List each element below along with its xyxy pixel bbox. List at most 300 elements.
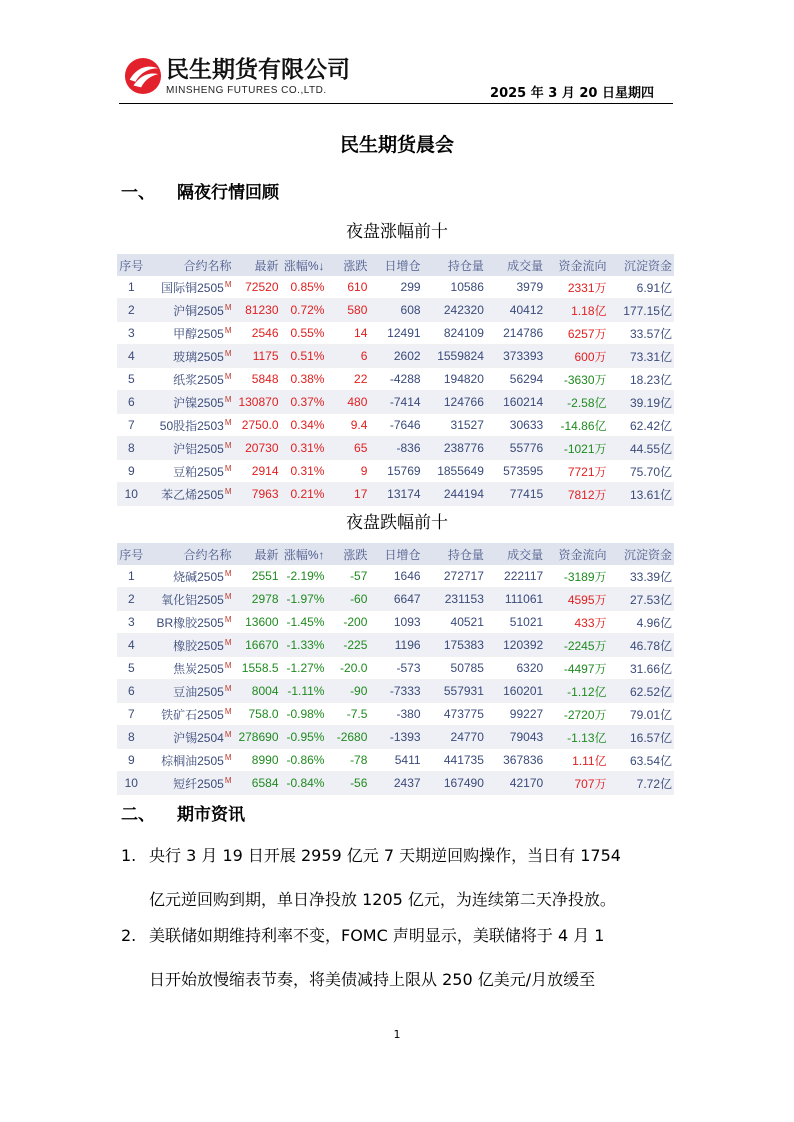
cell-settled-capital: 7.72亿 bbox=[609, 772, 674, 795]
report-date: 2025 年 3 月 20 日星期四 bbox=[490, 86, 654, 101]
cell-contract-name bbox=[146, 611, 234, 634]
cell-open-interest: 1855649 bbox=[423, 460, 486, 483]
cell-volume: 160201 bbox=[486, 680, 545, 703]
column-header-fund-flow: 资金流向 bbox=[545, 254, 608, 276]
cell-fund-flow: 600万 bbox=[545, 345, 608, 368]
cell-oi-change: 12491 bbox=[369, 322, 422, 345]
cell-row-index: 6 bbox=[117, 391, 146, 414]
contract-name-text: 苯乙烯2505 bbox=[161, 487, 224, 502]
cell-volume: 573595 bbox=[486, 460, 545, 483]
cell-open-interest: 10586 bbox=[423, 276, 486, 299]
cell-row-index: 3 bbox=[117, 611, 146, 634]
cell-contract-name bbox=[146, 391, 234, 414]
contract-name-text: 棕榈油2505 bbox=[161, 753, 224, 768]
cell-fund-flow: -2.58亿 bbox=[545, 391, 608, 414]
column-header-settled-capital: 沉淀资金 bbox=[609, 543, 674, 565]
cell-last-price: 5848 bbox=[234, 368, 281, 391]
cell-row-index: 7 bbox=[117, 414, 146, 437]
cell-last-price: 1558.5 bbox=[234, 657, 281, 680]
cell-change: 14 bbox=[326, 322, 369, 345]
main-contract-flag: M bbox=[224, 775, 232, 785]
cell-volume: 222117 bbox=[486, 565, 545, 588]
cell-oi-change: 299 bbox=[369, 276, 422, 299]
cell-oi-change: 15769 bbox=[369, 460, 422, 483]
cell-change-percent: 0.31% bbox=[281, 437, 327, 460]
cell-fund-flow: -4497万 bbox=[545, 657, 608, 680]
cell-change: -57 bbox=[326, 565, 369, 588]
cell-fund-flow: -14.86亿 bbox=[545, 414, 608, 437]
column-header-change: 涨跌 bbox=[326, 254, 369, 276]
cell-volume: 42170 bbox=[486, 772, 545, 795]
contract-name-text: 沪铜2505 bbox=[173, 303, 224, 318]
cell-volume: 3979 bbox=[486, 276, 545, 299]
cell-change-percent: -0.95% bbox=[281, 726, 327, 749]
cell-open-interest: 167490 bbox=[423, 772, 486, 795]
main-contract-flag: M bbox=[224, 417, 232, 427]
main-contract-flag: M bbox=[224, 706, 232, 716]
column-header-row-index: 序号 bbox=[117, 543, 146, 565]
news-line: 亿元逆回购到期，单日净投放 1205 亿元，为连续第二天净投放。 bbox=[149, 890, 616, 909]
cell-oi-change: -380 bbox=[369, 703, 422, 726]
column-header-change-percent: 涨幅%↓ bbox=[281, 254, 327, 276]
cell-volume: 77415 bbox=[486, 483, 545, 506]
document-title: 民生期货晨会 bbox=[339, 134, 454, 156]
table-row bbox=[117, 437, 674, 460]
cell-settled-capital: 18.23亿 bbox=[609, 368, 674, 391]
main-contract-flag: M bbox=[224, 486, 232, 496]
cell-oi-change: 2437 bbox=[369, 772, 422, 795]
cell-volume: 99227 bbox=[486, 703, 545, 726]
column-header-row-index: 序号 bbox=[117, 254, 146, 276]
column-header-change-percent: 涨幅%↑ bbox=[281, 543, 327, 565]
cell-row-index: 4 bbox=[117, 345, 146, 368]
cell-row-index: 1 bbox=[117, 276, 146, 299]
cell-change: 65 bbox=[326, 437, 369, 460]
cell-volume: 55776 bbox=[486, 437, 545, 460]
column-header-oi-change: 日增仓 bbox=[369, 254, 422, 276]
cell-fund-flow: -3189万 bbox=[545, 565, 608, 588]
section-number: 一、 bbox=[121, 183, 155, 203]
cell-settled-capital: 27.53亿 bbox=[609, 588, 674, 611]
cell-change-percent: -0.98% bbox=[281, 703, 327, 726]
cell-change-percent: 0.37% bbox=[281, 391, 327, 414]
cell-settled-capital: 62.52亿 bbox=[609, 680, 674, 703]
cell-open-interest: 175383 bbox=[423, 634, 486, 657]
cell-settled-capital: 33.39亿 bbox=[609, 565, 674, 588]
cell-row-index: 8 bbox=[117, 726, 146, 749]
night-gainers-table bbox=[117, 254, 674, 506]
contract-name-text: BR橡胶2505 bbox=[156, 615, 224, 630]
cell-contract-name bbox=[146, 345, 234, 368]
main-contract-flag: M bbox=[224, 752, 232, 762]
cell-last-price: 2546 bbox=[234, 322, 281, 345]
news-item bbox=[121, 914, 681, 1002]
cell-row-index: 5 bbox=[117, 368, 146, 391]
cell-change-percent: -2.19% bbox=[281, 565, 327, 588]
section-heading-review bbox=[121, 178, 279, 203]
cell-contract-name bbox=[146, 703, 234, 726]
cell-last-price: 81230 bbox=[234, 299, 281, 322]
cell-settled-capital: 16.57亿 bbox=[609, 726, 674, 749]
contract-name-text: 甲醇2505 bbox=[173, 326, 224, 341]
cell-volume: 79043 bbox=[486, 726, 545, 749]
cell-change: -20.0 bbox=[326, 657, 369, 680]
contract-name-text: 50股指2503 bbox=[159, 418, 224, 433]
cell-change: 6 bbox=[326, 345, 369, 368]
cell-volume: 160214 bbox=[486, 391, 545, 414]
company-name-cn: 民生期货有限公司 bbox=[166, 57, 350, 83]
cell-settled-capital: 177.15亿 bbox=[609, 299, 674, 322]
section-title: 期市资讯 bbox=[177, 805, 245, 825]
cell-oi-change: -7333 bbox=[369, 680, 422, 703]
cell-last-price: 20730 bbox=[234, 437, 281, 460]
contract-name-text: 沪锡2504 bbox=[173, 730, 224, 745]
column-header-oi-change: 日增仓 bbox=[369, 543, 422, 565]
cell-change-percent: -1.27% bbox=[281, 657, 327, 680]
contract-name-text: 国际铜2505 bbox=[161, 280, 224, 295]
contract-name-text: 氧化铝2505 bbox=[161, 592, 224, 607]
cell-volume: 56294 bbox=[486, 368, 545, 391]
main-contract-flag: M bbox=[224, 463, 232, 473]
cell-change-percent: 0.21% bbox=[281, 483, 327, 506]
cell-last-price: 8004 bbox=[234, 680, 281, 703]
column-header-settled-capital: 沉淀资金 bbox=[609, 254, 674, 276]
cell-settled-capital: 79.01亿 bbox=[609, 703, 674, 726]
main-contract-flag: M bbox=[224, 348, 232, 358]
cell-fund-flow: -2245万 bbox=[545, 634, 608, 657]
cell-settled-capital: 39.19亿 bbox=[609, 391, 674, 414]
company-name-en: MINSHENG FUTURES CO.,LTD. bbox=[166, 85, 327, 96]
cell-open-interest: 824109 bbox=[423, 322, 486, 345]
cell-last-price: 8990 bbox=[234, 749, 281, 772]
cell-settled-capital: 33.57亿 bbox=[609, 322, 674, 345]
column-header-volume: 成交量 bbox=[486, 543, 545, 565]
cell-fund-flow: 707万 bbox=[545, 772, 608, 795]
cell-oi-change: -4288 bbox=[369, 368, 422, 391]
cell-open-interest: 272717 bbox=[423, 565, 486, 588]
column-header-last-price: 最新 bbox=[234, 543, 281, 565]
cell-open-interest: 231153 bbox=[423, 588, 486, 611]
table-row bbox=[117, 565, 674, 588]
cell-change: 480 bbox=[326, 391, 369, 414]
cell-volume: 120392 bbox=[486, 634, 545, 657]
news-item bbox=[121, 834, 681, 922]
cell-oi-change: -1393 bbox=[369, 726, 422, 749]
cell-contract-name bbox=[146, 437, 234, 460]
table-row bbox=[117, 680, 674, 703]
cell-volume: 51021 bbox=[486, 611, 545, 634]
cell-fund-flow: 4595万 bbox=[545, 588, 608, 611]
table-caption-losers: 夜盘跌幅前十 bbox=[346, 513, 448, 533]
cell-fund-flow: -1021万 bbox=[545, 437, 608, 460]
table-row bbox=[117, 368, 674, 391]
cell-settled-capital: 46.78亿 bbox=[609, 634, 674, 657]
cell-change: -225 bbox=[326, 634, 369, 657]
cell-change: -90 bbox=[326, 680, 369, 703]
contract-name-text: 橡胶2505 bbox=[173, 638, 224, 653]
contract-name-text: 焦炭2505 bbox=[173, 661, 224, 676]
cell-change: 580 bbox=[326, 299, 369, 322]
cell-volume: 111061 bbox=[486, 588, 545, 611]
cell-contract-name bbox=[146, 322, 234, 345]
cell-contract-name bbox=[146, 634, 234, 657]
cell-fund-flow: 2331万 bbox=[545, 276, 608, 299]
contract-name-text: 沪镍2505 bbox=[173, 395, 224, 410]
cell-contract-name bbox=[146, 726, 234, 749]
cell-oi-change: 608 bbox=[369, 299, 422, 322]
cell-last-price: 6584 bbox=[234, 772, 281, 795]
table-row bbox=[117, 460, 674, 483]
table-row bbox=[117, 414, 674, 437]
cell-change-percent: -1.33% bbox=[281, 634, 327, 657]
cell-fund-flow: -3630万 bbox=[545, 368, 608, 391]
cell-change-percent: 0.34% bbox=[281, 414, 327, 437]
main-contract-flag: M bbox=[224, 394, 232, 404]
cell-change: 17 bbox=[326, 483, 369, 506]
column-header-open-interest: 持仓量 bbox=[423, 543, 486, 565]
cell-change-percent: -0.86% bbox=[281, 749, 327, 772]
contract-name-text: 纸浆2505 bbox=[173, 372, 224, 387]
main-contract-flag: M bbox=[224, 325, 232, 335]
cell-change: -78 bbox=[326, 749, 369, 772]
cell-fund-flow: 7812万 bbox=[545, 483, 608, 506]
cell-open-interest: 50785 bbox=[423, 657, 486, 680]
main-contract-flag: M bbox=[224, 683, 232, 693]
cell-open-interest: 441735 bbox=[423, 749, 486, 772]
cell-oi-change: -573 bbox=[369, 657, 422, 680]
cell-change-percent: -1.11% bbox=[281, 680, 327, 703]
cell-settled-capital: 4.96亿 bbox=[609, 611, 674, 634]
cell-last-price: 2750.0 bbox=[234, 414, 281, 437]
cell-change-percent: 0.55% bbox=[281, 322, 327, 345]
main-contract-flag: M bbox=[224, 729, 232, 739]
cell-contract-name bbox=[146, 588, 234, 611]
cell-volume: 40412 bbox=[486, 299, 545, 322]
cell-oi-change: -836 bbox=[369, 437, 422, 460]
news-number: 2. bbox=[121, 926, 137, 945]
cell-contract-name bbox=[146, 483, 234, 506]
cell-volume: 214786 bbox=[486, 322, 545, 345]
cell-change-percent: 0.85% bbox=[281, 276, 327, 299]
contract-name-text: 玻璃2505 bbox=[173, 349, 224, 364]
main-contract-flag: M bbox=[224, 568, 232, 578]
table-row bbox=[117, 588, 674, 611]
cell-change-percent: -1.97% bbox=[281, 588, 327, 611]
cell-fund-flow: -1.12亿 bbox=[545, 680, 608, 703]
cell-contract-name bbox=[146, 368, 234, 391]
column-header-contract-name: 合约名称 bbox=[146, 543, 234, 565]
table-row bbox=[117, 391, 674, 414]
cell-settled-capital: 6.91亿 bbox=[609, 276, 674, 299]
table-row bbox=[117, 299, 674, 322]
cell-fund-flow: 6257万 bbox=[545, 322, 608, 345]
header-divider bbox=[119, 103, 673, 104]
cell-open-interest: 194820 bbox=[423, 368, 486, 391]
cell-change: 9 bbox=[326, 460, 369, 483]
cell-fund-flow: 1.18亿 bbox=[545, 299, 608, 322]
table-row bbox=[117, 611, 674, 634]
cell-open-interest: 244194 bbox=[423, 483, 486, 506]
table-row bbox=[117, 634, 674, 657]
cell-contract-name bbox=[146, 414, 234, 437]
cell-open-interest: 31527 bbox=[423, 414, 486, 437]
cell-fund-flow: 7721万 bbox=[545, 460, 608, 483]
cell-contract-name bbox=[146, 299, 234, 322]
cell-last-price: 2978 bbox=[234, 588, 281, 611]
cell-row-index: 1 bbox=[117, 565, 146, 588]
cell-change-percent: 0.72% bbox=[281, 299, 327, 322]
table-row bbox=[117, 345, 674, 368]
cell-volume: 367836 bbox=[486, 749, 545, 772]
cell-last-price: 1175 bbox=[234, 345, 281, 368]
contract-name-text: 豆粕2505 bbox=[173, 464, 224, 479]
cell-open-interest: 124766 bbox=[423, 391, 486, 414]
cell-row-index: 6 bbox=[117, 680, 146, 703]
cell-last-price: 2914 bbox=[234, 460, 281, 483]
news-line: 日开始放慢缩表节奏，将美债减持上限从 250 亿美元/月放缓至 bbox=[149, 970, 596, 989]
cell-oi-change: 1093 bbox=[369, 611, 422, 634]
main-contract-flag: M bbox=[224, 302, 232, 312]
main-contract-flag: M bbox=[224, 591, 232, 601]
cell-contract-name bbox=[146, 772, 234, 795]
cell-open-interest: 557931 bbox=[423, 680, 486, 703]
cell-fund-flow: 1.11亿 bbox=[545, 749, 608, 772]
cell-fund-flow: -1.13亿 bbox=[545, 726, 608, 749]
cell-settled-capital: 75.70亿 bbox=[609, 460, 674, 483]
cell-row-index: 3 bbox=[117, 322, 146, 345]
table-row bbox=[117, 726, 674, 749]
cell-volume: 30633 bbox=[486, 414, 545, 437]
cell-change: -2680 bbox=[326, 726, 369, 749]
table-row bbox=[117, 703, 674, 726]
cell-oi-change: 6647 bbox=[369, 588, 422, 611]
table-row bbox=[117, 483, 674, 506]
cell-last-price: 16670 bbox=[234, 634, 281, 657]
cell-contract-name bbox=[146, 460, 234, 483]
cell-oi-change: 2602 bbox=[369, 345, 422, 368]
cell-contract-name bbox=[146, 749, 234, 772]
cell-last-price: 13600 bbox=[234, 611, 281, 634]
cell-open-interest: 1559824 bbox=[423, 345, 486, 368]
cell-change-percent: 0.31% bbox=[281, 460, 327, 483]
cell-open-interest: 24770 bbox=[423, 726, 486, 749]
page-number: 1 bbox=[393, 1028, 401, 1041]
table-row bbox=[117, 276, 674, 299]
cell-contract-name bbox=[146, 276, 234, 299]
cell-row-index: 9 bbox=[117, 749, 146, 772]
cell-contract-name bbox=[146, 680, 234, 703]
cell-row-index: 10 bbox=[117, 772, 146, 795]
main-contract-flag: M bbox=[224, 279, 232, 289]
news-line: 央行 3 月 19 日开展 2959 亿元 7 天期逆回购操作，当日有 1754 bbox=[149, 846, 621, 865]
contract-name-text: 沪铝2505 bbox=[173, 441, 224, 456]
contract-name-text: 短纤2505 bbox=[173, 776, 224, 791]
cell-open-interest: 238776 bbox=[423, 437, 486, 460]
cell-open-interest: 40521 bbox=[423, 611, 486, 634]
main-contract-flag: M bbox=[224, 371, 232, 381]
cell-row-index: 10 bbox=[117, 483, 146, 506]
main-contract-flag: M bbox=[224, 660, 232, 670]
cell-contract-name bbox=[146, 565, 234, 588]
cell-change-percent: 0.38% bbox=[281, 368, 327, 391]
cell-row-index: 4 bbox=[117, 634, 146, 657]
cell-volume: 373393 bbox=[486, 345, 545, 368]
cell-settled-capital: 63.54亿 bbox=[609, 749, 674, 772]
cell-change: 9.4 bbox=[326, 414, 369, 437]
cell-settled-capital: 73.31亿 bbox=[609, 345, 674, 368]
cell-change: 610 bbox=[326, 276, 369, 299]
column-header-contract-name: 合约名称 bbox=[146, 254, 234, 276]
cell-row-index: 2 bbox=[117, 299, 146, 322]
cell-row-index: 8 bbox=[117, 437, 146, 460]
cell-settled-capital: 44.55亿 bbox=[609, 437, 674, 460]
table-row bbox=[117, 749, 674, 772]
table-header-row bbox=[117, 254, 674, 276]
cell-row-index: 7 bbox=[117, 703, 146, 726]
cell-last-price: 2551 bbox=[234, 565, 281, 588]
column-header-last-price: 最新 bbox=[234, 254, 281, 276]
cell-last-price: 72520 bbox=[234, 276, 281, 299]
cell-oi-change: 13174 bbox=[369, 483, 422, 506]
cell-row-index: 5 bbox=[117, 657, 146, 680]
cell-change: 22 bbox=[326, 368, 369, 391]
cell-oi-change: 5411 bbox=[369, 749, 422, 772]
contract-name-text: 铁矿石2505 bbox=[161, 707, 224, 722]
table-row bbox=[117, 322, 674, 345]
cell-row-index: 9 bbox=[117, 460, 146, 483]
column-header-change: 涨跌 bbox=[326, 543, 369, 565]
cell-contract-name bbox=[146, 657, 234, 680]
news-number: 1. bbox=[121, 846, 137, 865]
main-contract-flag: M bbox=[224, 614, 232, 624]
cell-volume: 6320 bbox=[486, 657, 545, 680]
cell-settled-capital: 31.66亿 bbox=[609, 657, 674, 680]
cell-oi-change: 1646 bbox=[369, 565, 422, 588]
column-header-volume: 成交量 bbox=[486, 254, 545, 276]
cell-change: -56 bbox=[326, 772, 369, 795]
cell-open-interest: 242320 bbox=[423, 299, 486, 322]
cell-change-percent: -1.45% bbox=[281, 611, 327, 634]
table-header-row bbox=[117, 543, 674, 565]
cell-oi-change: 1196 bbox=[369, 634, 422, 657]
table-row bbox=[117, 772, 674, 795]
section-title: 隔夜行情回顾 bbox=[177, 183, 279, 203]
cell-change: -60 bbox=[326, 588, 369, 611]
cell-last-price: 278690 bbox=[234, 726, 281, 749]
cell-last-price: 130870 bbox=[234, 391, 281, 414]
minsheng-logo-icon bbox=[124, 57, 162, 95]
cell-fund-flow: -2720万 bbox=[545, 703, 608, 726]
cell-last-price: 758.0 bbox=[234, 703, 281, 726]
cell-change: -7.5 bbox=[326, 703, 369, 726]
contract-name-text: 豆油2505 bbox=[173, 684, 224, 699]
cell-settled-capital: 62.42亿 bbox=[609, 414, 674, 437]
cell-open-interest: 473775 bbox=[423, 703, 486, 726]
night-losers-table bbox=[117, 543, 674, 795]
cell-change: -200 bbox=[326, 611, 369, 634]
cell-settled-capital: 13.61亿 bbox=[609, 483, 674, 506]
cell-fund-flow: 433万 bbox=[545, 611, 608, 634]
news-line: 美联储如期维持利率不变，FOMC 声明显示，美联储将于 4 月 1 bbox=[149, 926, 605, 945]
main-contract-flag: M bbox=[224, 440, 232, 450]
table-row bbox=[117, 657, 674, 680]
cell-last-price: 7963 bbox=[234, 483, 281, 506]
section-number: 二、 bbox=[121, 805, 155, 825]
cell-oi-change: -7646 bbox=[369, 414, 422, 437]
section-heading-news bbox=[121, 800, 245, 825]
column-header-fund-flow: 资金流向 bbox=[545, 543, 608, 565]
cell-change-percent: -0.84% bbox=[281, 772, 327, 795]
